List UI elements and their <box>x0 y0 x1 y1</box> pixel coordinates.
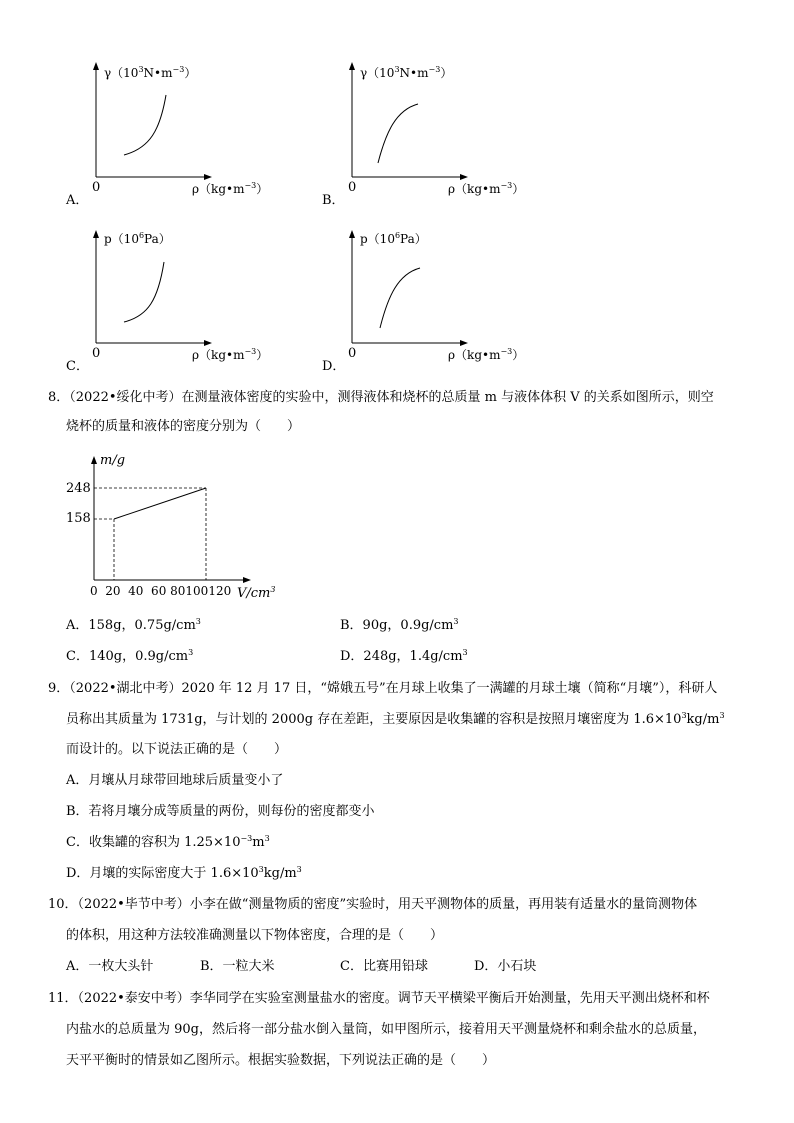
q9-option-a: A．月壤从月球带回地球后质量变小了 <box>66 773 284 788</box>
q9-line1: 9．（2022•湖北中考）2020 年 12 月 17 日，“嫦娥五号”在月球上收集了一满罐的月球土壤（简称“月壤”），科研人 <box>48 681 718 696</box>
q11-line2: 内盐水的总质量为 90g，然后将一部分盐水倒入量筒，如甲图所示，接着用天平测量烧杯和剩余盐水的总质量， <box>66 1022 706 1037</box>
q8-option-d: D．248g，$1.4g/cm^3$ <box>340 648 468 664</box>
q10-option-d: D．小石块 <box>474 959 537 974</box>
q10-option-b: B．一粒大米 <box>200 959 275 974</box>
q8-data-line <box>114 488 206 519</box>
q10-option-a: A．一枚大头针 <box>66 959 154 974</box>
graph-b-xlabel: $\rho(kg•m^{-3})$ <box>448 181 525 196</box>
graph-b-label: B． <box>322 193 345 208</box>
graph-a-xlabel: $\rho(kg•m^{-3})$ <box>192 181 269 196</box>
graph-c-ylabel: $p(10^6Pa)$ <box>104 231 171 246</box>
q8-option-a: A．158g，$0.75g/cm^3$ <box>66 617 201 633</box>
graph-d-ylabel: $p(10^6Pa)$ <box>360 231 427 246</box>
graph-b-ylabel-text: $\gamma(10^3N•m^{-3})$ <box>360 65 453 80</box>
graph-c-label: C． <box>66 359 89 374</box>
q8-ylabel: m/g <box>100 453 126 468</box>
q9-option-b: B．若将月壤分成等质量的两份，则每份的密度都变小 <box>66 804 375 819</box>
q8-xticks: 0 20 40 60 80100120 <box>90 584 232 598</box>
graph-a-ylabel-text: $\gamma(10^3N•m^{-3})$ <box>104 65 197 80</box>
q9-option-c: C．收集罐的容积为 $1.25\times 10^{-3}m^3$ <box>66 834 270 850</box>
q8-xlabel: $V/cm^3$ <box>237 585 276 601</box>
q8-ytick-248: 248 <box>66 481 91 496</box>
q9-line2: 员称出其质量为 1731g，与计划的 2000g 存在差距，主要原因是收集罐的容积是按照月壤密度为 $1.6\times 10^3kg/m^3$ <box>66 711 725 727</box>
graph-d-origin: 0 <box>348 346 357 361</box>
graph-a-label: A． <box>66 193 89 208</box>
q9-line3: 而设计的。以下说法正确的是（ ） <box>66 742 288 757</box>
q8-line1: 8．（2022•绥化中考）在测量液体密度的实验中，测得液体和烧杯的总质量 m 与液体体积 V 的关系如图所示，则空 <box>48 390 714 405</box>
q8-line2: 烧杯的质量和液体的密度分别为（ ） <box>66 419 301 434</box>
q8-option-b: B．90g，$0.9g/cm^3$ <box>340 617 459 633</box>
q10-option-c: C．比赛用铅球 <box>340 959 428 974</box>
graph-c-xlabel: $\rho(kg•m^{-3})$ <box>192 347 269 362</box>
q11-line3: 天平平衡时的情景如乙图所示。根据实验数据，下列说法正确的是（ ） <box>66 1053 496 1068</box>
graph-d-label: D． <box>322 359 346 374</box>
graph-d-xlabel: $\rho(kg•m^{-3})$ <box>448 347 525 362</box>
q8-option-c: C．140g，$0.9g/cm^3$ <box>66 648 194 664</box>
graph-c-origin: 0 <box>92 346 101 361</box>
q9-option-d: D．月壤的实际密度大于 $1.6\times 10^3kg/m^3$ <box>66 865 302 881</box>
q10-line2: 的体积，用这种方法较准确测量以下物体密度，合理的是（ ） <box>66 928 444 943</box>
q11-line1: 11．（2022•泰安中考）李华同学在实验室测量盐水的密度。调节天平横梁平衡后开始测量，先用天平测出烧杯和杯 <box>48 991 710 1006</box>
graph-a-origin: 0 <box>92 180 101 195</box>
q8-ytick-158: 158 <box>66 511 91 526</box>
q10-line1: 10．（2022•毕节中考）小李在做“测量物质的密度”实验时，用天平测物体的质量，再用装有适量水的量筒测物体 <box>48 897 698 912</box>
graph-b-origin: 0 <box>348 180 357 195</box>
